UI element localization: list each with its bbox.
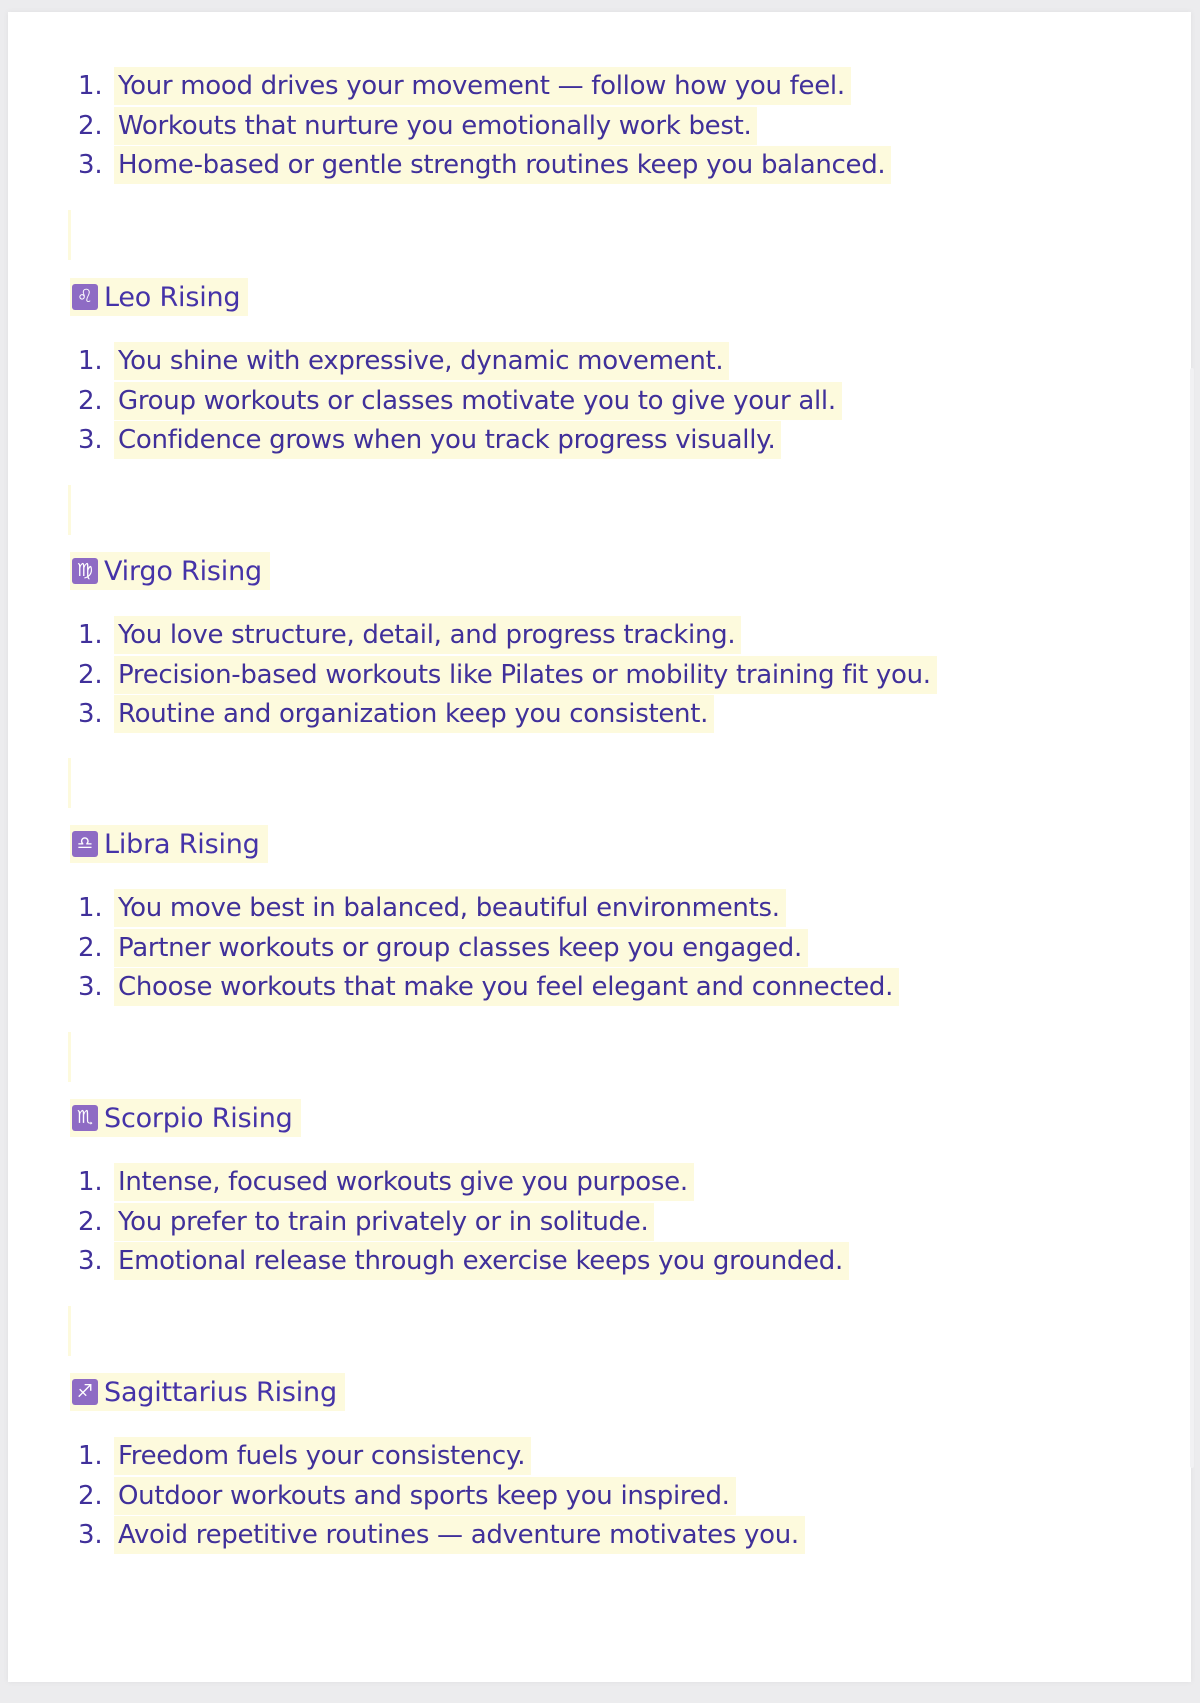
list-item-text: You shine with expressive, dynamic movement.: [114, 342, 729, 380]
list-item: [78, 1437, 531, 1475]
list-number: 2.: [78, 659, 103, 690]
list-item-text: Partner workouts or group classes keep you engaged.: [114, 929, 808, 967]
list-item-text: Your mood drives your movement — follow how you feel.: [114, 67, 851, 105]
list-item: [78, 695, 714, 733]
heading-label: Libra Rising: [104, 828, 260, 860]
list-number: 3.: [78, 1246, 103, 1276]
list-number: 1.: [78, 71, 103, 101]
list-item: [78, 968, 899, 1006]
section-heading: [70, 825, 268, 863]
list-item: [78, 107, 757, 145]
list-number: 3.: [78, 1520, 103, 1550]
list-item-text: Workouts that nurture you emotionally work best.: [114, 107, 757, 145]
list-item: [78, 1163, 694, 1201]
list-item: [78, 1477, 736, 1515]
list-item-text: Home-based or gentle strength routines keep you balanced.: [114, 146, 891, 184]
list-number: 2.: [78, 1480, 103, 1511]
section-heading: [70, 278, 248, 316]
sagittarius-sign-icon: ♐: [72, 1379, 98, 1405]
list-number: 3.: [78, 425, 103, 455]
list-item-text: Emotional release through exercise keeps you grounded.: [114, 1242, 849, 1280]
empty-line-marker: [68, 758, 71, 808]
list-item-text: Confidence grows when you track progress visually.: [114, 421, 781, 459]
libra-sign-icon: ♎: [72, 831, 98, 857]
list-item-text: You move best in balanced, beautiful environments.: [114, 889, 786, 927]
list-number: 1.: [78, 1167, 103, 1197]
list-number: 3.: [78, 150, 103, 180]
list-item: [78, 67, 851, 105]
scorpio-sign-icon: ♏: [72, 1105, 98, 1131]
list-item-text: Precision-based workouts like Pilates or mobility training fit you.: [114, 656, 937, 694]
list-number: 2.: [78, 110, 103, 141]
empty-line-marker: [68, 1306, 71, 1356]
list-item-text: You love structure, detail, and progress tracking.: [114, 616, 741, 654]
empty-line-marker: [68, 1032, 71, 1082]
empty-line-marker: [68, 485, 71, 535]
list-item-text: Avoid repetitive routines — adventure motivates you.: [114, 1516, 805, 1554]
list-number: 1.: [78, 1441, 103, 1471]
list-number: 2.: [78, 385, 103, 416]
list-item: [78, 382, 842, 420]
list-item: [78, 616, 741, 654]
heading-label: Virgo Rising: [104, 555, 262, 587]
list-item-text: Routine and organization keep you consistent.: [114, 695, 714, 733]
list-item: [78, 889, 786, 927]
list-item-text: Freedom fuels your consistency.: [114, 1437, 531, 1475]
list-item: [78, 1203, 654, 1241]
list-number: 1.: [78, 893, 103, 923]
list-number: 1.: [78, 346, 103, 376]
section-heading: [70, 1099, 301, 1137]
list-number: 2.: [78, 932, 103, 963]
list-number: 3.: [78, 699, 103, 729]
list-item-text: You prefer to train privately or in solitude.: [114, 1203, 654, 1241]
list-number: 2.: [78, 1206, 103, 1237]
list-item-text: Outdoor workouts and sports keep you inspired.: [114, 1477, 736, 1515]
heading-label: Leo Rising: [104, 281, 241, 313]
list-number: 1.: [78, 620, 103, 650]
list-item-text: Intense, focused workouts give you purpose.: [114, 1163, 694, 1201]
list-item: [78, 656, 937, 694]
empty-line-marker: [68, 210, 71, 260]
section-heading: [70, 1373, 345, 1411]
list-item: [78, 1242, 849, 1280]
document-page: [8, 12, 1191, 1682]
list-item: [78, 342, 729, 380]
list-item: [78, 929, 808, 967]
virgo-sign-icon: ♍: [72, 558, 98, 584]
list-item: [78, 421, 781, 459]
section-heading: [70, 552, 270, 590]
heading-label: Sagittarius Rising: [104, 1376, 337, 1408]
list-item: [78, 146, 891, 184]
leo-sign-icon: ♌: [72, 284, 98, 310]
scrollbar[interactable]: [1190, 368, 1194, 1468]
list-item-text: Choose workouts that make you feel elegant and connected.: [114, 968, 899, 1006]
list-item-text: Group workouts or classes motivate you to give your all.: [114, 382, 842, 420]
list-item: [78, 1516, 805, 1554]
list-number: 3.: [78, 972, 103, 1002]
heading-label: Scorpio Rising: [104, 1102, 293, 1134]
